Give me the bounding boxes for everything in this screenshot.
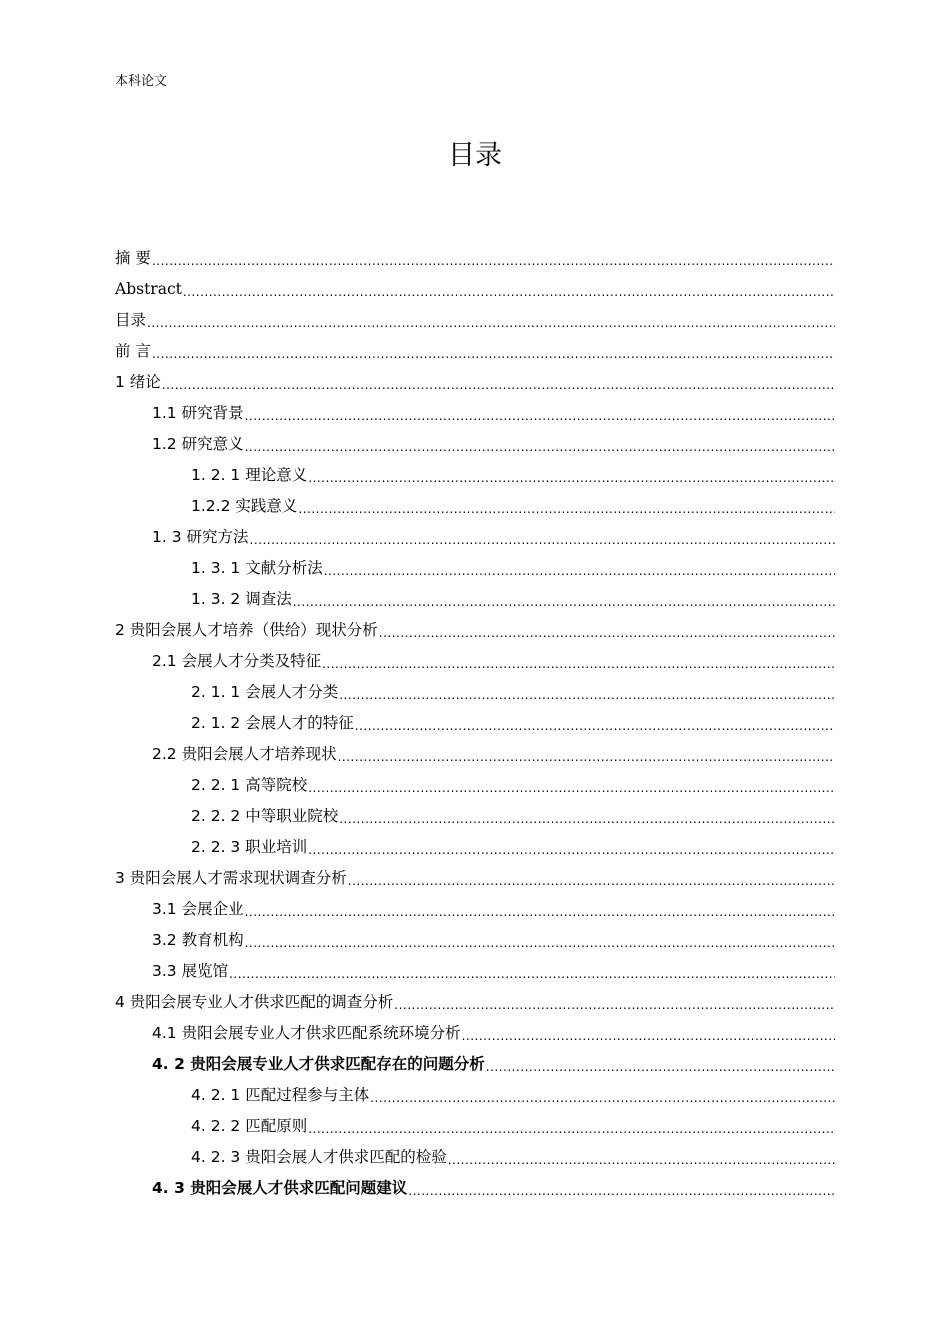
dot-leader: [370, 1080, 835, 1111]
toc-entry-label: 1 绪论: [115, 373, 161, 391]
toc-entry[interactable]: [115, 553, 835, 584]
toc-entry[interactable]: [115, 739, 835, 770]
toc-entry-label: Abstract: [115, 280, 182, 298]
toc-entry-label: 2. 2. 1 高等院校: [191, 776, 308, 794]
toc-entry[interactable]: [115, 243, 835, 274]
dot-leader: [250, 522, 835, 553]
toc-entry-label: 1. 3. 1 文献分析法: [191, 559, 323, 577]
dot-leader: [152, 336, 835, 367]
dot-leader: [229, 956, 835, 987]
toc-entry[interactable]: [115, 708, 835, 739]
toc-entry[interactable]: [115, 894, 835, 925]
toc-entry[interactable]: [115, 987, 835, 1018]
dot-leader: [322, 646, 835, 677]
dot-leader: [338, 739, 835, 770]
toc-entry[interactable]: [115, 274, 835, 305]
toc-entry[interactable]: [115, 1080, 835, 1111]
dot-leader: [298, 491, 835, 522]
toc-entry-label: 1.1 研究背景: [152, 404, 244, 422]
toc-entry-label: 2.2 贵阳会展人才培养现状: [152, 745, 337, 763]
toc-entry[interactable]: [115, 1142, 835, 1173]
toc-entry-label: 3.3 展览馆: [152, 962, 229, 980]
dot-leader: [245, 429, 835, 460]
dot-leader: [147, 305, 835, 336]
toc-entry-label: 1.2 研究意义: [152, 435, 244, 453]
toc-entry-label: 2.1 会展人才分类及特征: [152, 652, 322, 670]
dot-leader: [308, 460, 835, 491]
table-of-contents: [115, 243, 835, 1204]
toc-entry-label: 4 贵阳会展专业人才供求匹配的调查分析: [115, 993, 394, 1011]
dot-leader: [245, 398, 835, 429]
dot-leader: [245, 894, 835, 925]
dot-leader: [379, 615, 835, 646]
dot-leader: [462, 1018, 835, 1049]
toc-entry[interactable]: [115, 522, 835, 553]
toc-entry-label: 4. 2. 1 匹配过程参与主体: [191, 1086, 370, 1104]
dot-leader: [183, 274, 835, 305]
toc-entry[interactable]: [115, 646, 835, 677]
toc-entry-label: 前 言: [115, 342, 151, 360]
toc-entry[interactable]: [115, 1018, 835, 1049]
toc-entry-label: 1. 3. 2 调查法: [191, 590, 292, 608]
running-header: 本科论文: [115, 74, 168, 89]
toc-entry-label: 4.1 贵阳会展专业人才供求匹配系统环境分析: [152, 1024, 461, 1042]
toc-entry-label: 1.2.2 实践意义: [191, 497, 298, 515]
toc-entry[interactable]: [115, 1173, 835, 1204]
dot-leader: [408, 1173, 835, 1204]
toc-entry-label: 3.1 会展企业: [152, 900, 244, 918]
dot-leader: [355, 708, 835, 739]
toc-entry-label: 2 贵阳会展人才培养（供给）现状分析: [115, 621, 378, 639]
toc-entry[interactable]: [115, 956, 835, 987]
toc-entry[interactable]: [115, 1049, 835, 1080]
toc-entry[interactable]: [115, 367, 835, 398]
toc-entry[interactable]: [115, 770, 835, 801]
dot-leader: [162, 367, 835, 398]
toc-entry[interactable]: [115, 305, 835, 336]
dot-leader: [308, 832, 835, 863]
dot-leader: [348, 863, 835, 894]
toc-entry-label: 4. 3 贵阳会展人才供求匹配问题建议: [152, 1179, 408, 1197]
toc-entry[interactable]: [115, 429, 835, 460]
dot-leader: [293, 584, 835, 615]
toc-entry-label: 1. 2. 1 理论意义: [191, 466, 308, 484]
toc-entry[interactable]: [115, 398, 835, 429]
toc-entry[interactable]: [115, 460, 835, 491]
toc-entry[interactable]: [115, 336, 835, 367]
dot-leader: [486, 1049, 835, 1080]
dot-leader: [324, 553, 835, 584]
dot-leader: [448, 1142, 835, 1173]
toc-entry[interactable]: [115, 615, 835, 646]
toc-entry-label: 2. 2. 2 中等职业院校: [191, 807, 339, 825]
page-title: 目录: [448, 140, 502, 171]
toc-entry[interactable]: [115, 491, 835, 522]
toc-entry-label: 4. 2 贵阳会展专业人才供求匹配存在的问题分析: [152, 1055, 485, 1073]
toc-entry[interactable]: [115, 677, 835, 708]
toc-entry[interactable]: [115, 801, 835, 832]
dot-leader: [308, 1111, 835, 1142]
toc-entry-label: 3.2 教育机构: [152, 931, 244, 949]
toc-entry-label: 摘 要: [115, 249, 151, 267]
dot-leader: [339, 677, 835, 708]
toc-entry-label: 4. 2. 3 贵阳会展人才供求匹配的检验: [191, 1148, 447, 1166]
toc-entry[interactable]: [115, 925, 835, 956]
toc-entry-label: 1. 3 研究方法: [152, 528, 249, 546]
toc-entry-label: 4. 2. 2 匹配原则: [191, 1117, 308, 1135]
toc-entry[interactable]: [115, 584, 835, 615]
toc-entry-label: 2. 2. 3 职业培训: [191, 838, 308, 856]
dot-leader: [152, 243, 835, 274]
toc-entry[interactable]: [115, 832, 835, 863]
dot-leader: [308, 770, 835, 801]
toc-entry-label: 目录: [115, 311, 147, 329]
dot-leader: [245, 925, 835, 956]
toc-entry[interactable]: [115, 863, 835, 894]
toc-entry[interactable]: [115, 1111, 835, 1142]
dot-leader: [339, 801, 835, 832]
toc-entry-label: 2. 1. 2 会展人才的特征: [191, 714, 354, 732]
toc-entry-label: 3 贵阳会展人才需求现状调查分析: [115, 869, 347, 887]
toc-entry-label: 2. 1. 1 会展人才分类: [191, 683, 339, 701]
dot-leader: [394, 987, 835, 1018]
